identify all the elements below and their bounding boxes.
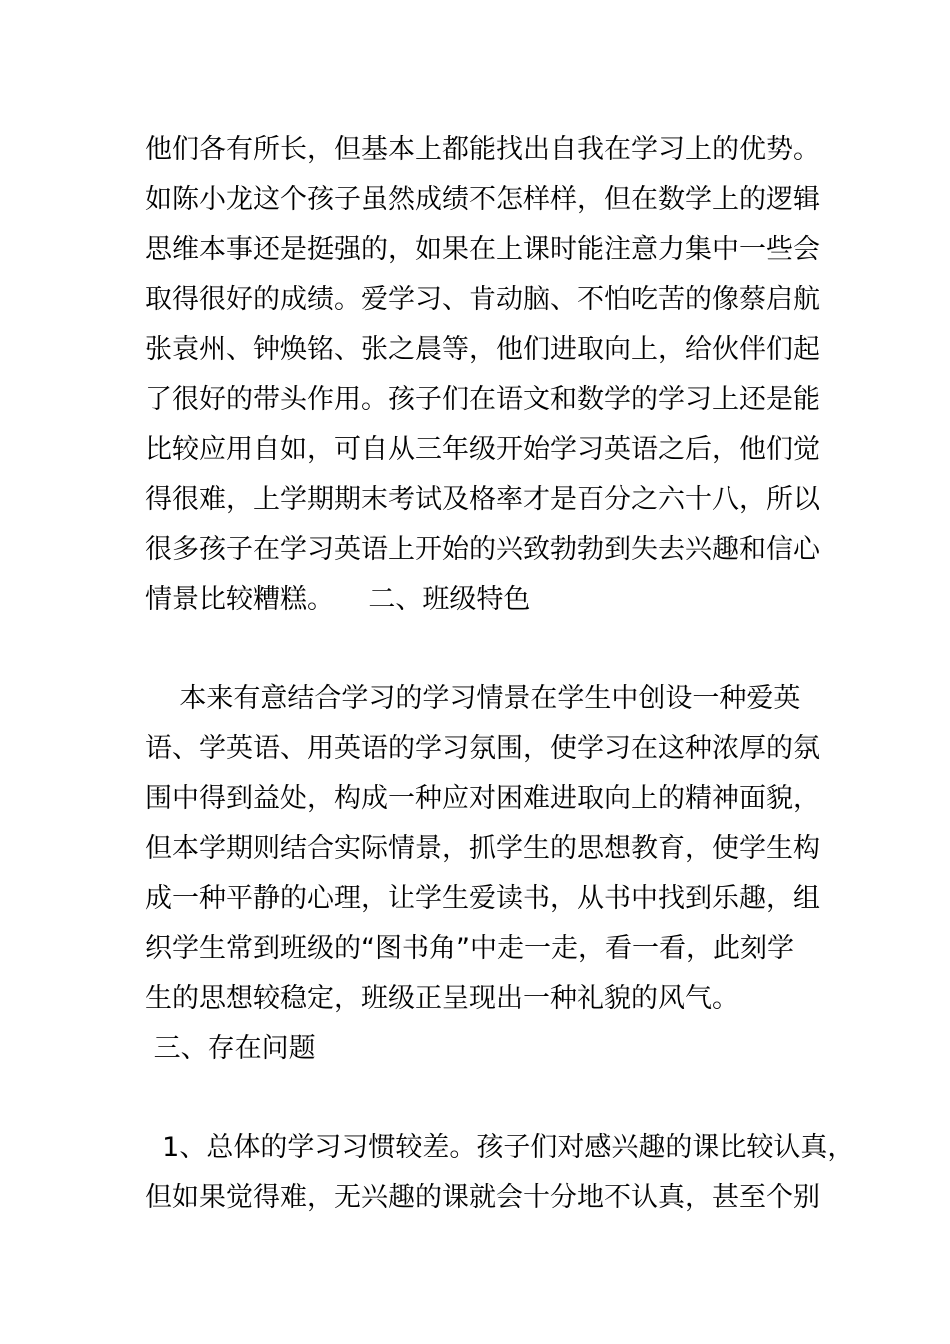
- text-line: 本来有意结合学习的学习情景在学生中创设一种爱英: [145, 683, 801, 714]
- section-heading: 三、存在问题: [145, 1033, 316, 1064]
- text-line: 成一种平静的心理，让学生爱读书，从书中找到乐趣，组: [145, 883, 820, 914]
- text-line: 思维本事还是挺强的，如果在上课时能注意力集中一些会: [145, 234, 820, 265]
- text-line: 得很难，上学期期末考试及格率才是百分之六十八，所以: [145, 484, 820, 515]
- text-line: 如陈小龙这个孩子虽然成绩不怎样样，但在数学上的逻辑: [145, 184, 820, 215]
- text-line: 1、总体的学习习惯较差。孩子们对感兴趣的课比较认真，: [145, 1132, 855, 1163]
- text-line: 但本学期则结合实际情景，抓学生的思想教育，使学生构: [145, 833, 820, 864]
- text-line: 取得很好的成绩。爱学习、肯动脑、不怕吃苦的像蔡启航: [145, 284, 820, 315]
- text-line: 比较应用自如，可自从三年级开始学习英语之后，他们觉: [145, 434, 820, 465]
- text-line: 但如果觉得难，无兴趣的课就会十分地不认真，甚至个别: [145, 1182, 820, 1213]
- text-line: 语、学英语、用英语的学习氛围，使学习在这种浓厚的氛: [145, 733, 820, 764]
- text-line: 围中得到益处，构成一种应对困难进取向上的精神面貌，: [145, 783, 820, 814]
- text-line: 他们各有所长，但基本上都能找出自我在学习上的优势。: [145, 134, 820, 165]
- text-line: 张袁州、钟焕铭、张之晨等，他们进取向上，给伙伴们起: [145, 334, 820, 365]
- text-line: 生的思想较稳定，班级正呈现出一种礼貌的风气。: [145, 983, 739, 1014]
- text-line: 织学生常到班级的“图书角”中走一走，看一看，此刻学: [145, 933, 794, 964]
- text-line: 很多孩子在学习英语上开始的兴致勃勃到失去兴趣和信心: [145, 534, 820, 565]
- text-line: 情景比较糟糕。 二、班级特色: [145, 584, 531, 615]
- text-line: 了很好的带头作用。孩子们在语文和数学的学习上还是能: [145, 384, 820, 415]
